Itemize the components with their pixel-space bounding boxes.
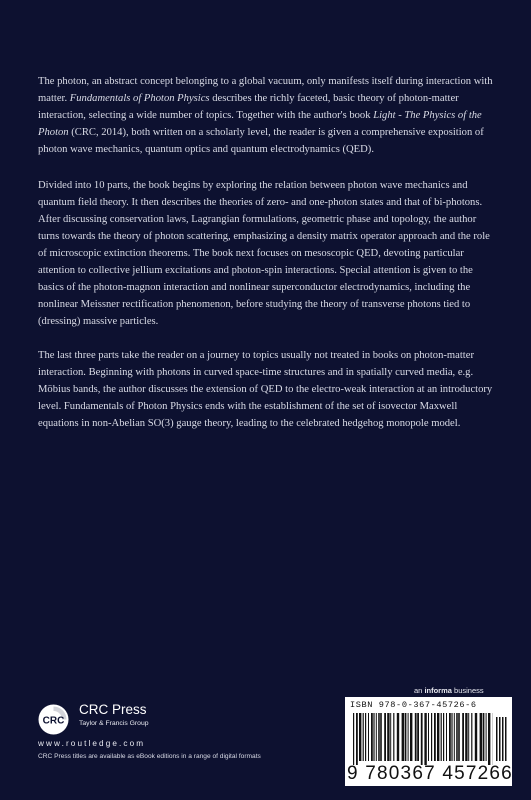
barcode-bar [486,713,487,761]
informa-brand: informa [424,686,452,695]
barcode-bar [402,713,404,761]
barcode-bar [449,713,451,761]
barcode-bar [378,713,379,761]
barcode-bar [483,713,485,761]
tagline-suffix: business [451,686,484,695]
barcode-bar [456,713,457,761]
barcode-bar [384,713,386,761]
barcode-bar [480,713,482,761]
barcode-bar [446,713,447,761]
back-cover-blurb [38,73,500,449]
barcode-bar [443,713,444,761]
barcode-bar [471,713,472,761]
barcode-bar [428,713,429,761]
addon-bar [496,717,498,761]
informa-business-tagline [414,686,484,695]
crc-press-logo-icon [38,704,69,735]
crc-logo-text: CRC [42,715,65,727]
barcode-bar [457,713,458,761]
barcode-bar [397,713,399,761]
barcode-bar [359,713,361,761]
blurb-paragraph-3: The last three parts take the reader on a journey to topics usually not treated in books on photon-matter interaction. Beginning with photons in curved space-time structures and in spatially curved media, e.g. Möbius bands, the author discusses the extension of QED to the electro-weak interaction at an introductory level. Fundamentals of Photon Physics ends with the establishment of the set of isovector Maxwell equations in non-Abelian SO(3) gauge theory, leading to the celebrated hedgehog monopole model. [38,350,493,429]
barcode-bar [379,713,380,761]
barcode-bar [431,713,432,761]
barcode-bar [371,713,373,761]
book-title-italic: Light - The Physics of the Photon [38,110,482,138]
isbn-barcode [345,697,512,786]
barcode-bar [373,713,374,761]
barcode-bar [387,713,389,761]
barcode-bar [408,713,409,761]
barcode-bar [441,713,442,761]
barcode-bar [437,713,439,761]
barcode-bar [417,713,419,761]
barcode-bar [353,713,354,765]
barcode-bar [421,713,423,765]
barcode-bar [405,713,407,761]
barcode-bar [451,713,452,761]
blurb-paragraph-2: Divided into 10 parts, the book begins by exploring the relation between photon wave mechanics and quantum field theory. It then describes the theories of zero- and one-photon states and that of bi-photons. After discussing conservation laws, Lagrangian formulations, geometric phase and topology, the author turns towards the theory of photon scattering, emphasizing a density matrix operator approach and the role of microscopic extinction theorems. The book next focuses on mesoscopic QED, devoting particular attention to collective jellium excitations and photon-spin interactions. Special attention is given to the basics of the photon-magnon interaction and nonlinear superconductor electrodynamics, including the nonlinear Meissner rectification phenomenon, before studying the theory of transverse photons tied to (dressing) massive particles. [38,180,490,327]
publisher-group: Taylor & Francis Group [79,720,149,727]
barcode-bar [356,713,358,765]
barcode-bar [390,713,391,761]
book-title-italic: Fundamentals of Photon Physics [69,93,210,104]
barcode-bar [368,713,369,761]
barcode-bar [462,713,464,761]
barcode-bar [376,713,377,761]
barcode-bar [393,713,394,761]
barcode-bar [434,713,436,761]
addon-bar [499,717,501,761]
barcode-bar [488,713,490,765]
barcode-bar [454,713,455,761]
isbn-digits: 9 780367 457266 [347,763,513,784]
barcode-bar [363,713,364,761]
barcode-addon-bars [496,713,508,765]
publisher-name: CRC Press [79,702,147,717]
barcode-bar [381,713,382,761]
addon-bar [502,717,504,761]
barcode-bar [365,713,366,761]
barcode-bar [468,713,469,761]
blurb-text-run: describes the richly faceted, basic theory of photon-matter interaction, selecting a wide number of topics. Together with the author's book [38,93,459,121]
barcode-bar [475,713,477,761]
tagline-prefix: an [414,686,425,695]
barcode-bars [353,713,493,765]
barcode-bar [415,713,417,761]
barcode-bar [410,713,412,761]
blurb-text-run: The photon, an abstract concept belonging to a global vacuum, only manifests itself during interaction with matter. [38,76,493,104]
publisher-website-link[interactable]: www.routledge.com [38,739,146,748]
ebook-availability-note: CRC Press titles are available as eBook editions in a range of digital formats [38,753,261,760]
addon-bar [505,717,507,761]
barcode-bar [424,713,426,765]
blurb-paragraph-1 [38,73,500,158]
blurb-text-run: (CRC, 2014), both written on a scholarly level, the reader is given a comprehensive exposition of photon wave mechanics, quantum optics and quantum electrodynamics (QED). [38,127,484,155]
isbn-label: ISBN 978-0-367-45726-6 [350,700,477,710]
barcode-bar [465,713,467,761]
barcode-bar [459,713,460,761]
